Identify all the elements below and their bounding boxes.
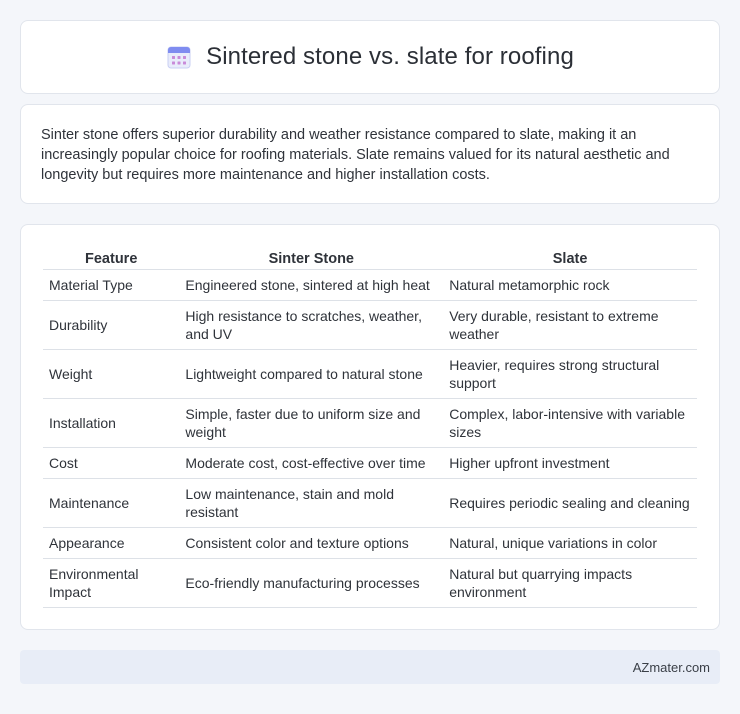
- summary-card: [20, 104, 720, 204]
- table-row: [43, 270, 697, 301]
- feature-cell: Maintenance: [43, 479, 179, 528]
- slate-cell: Natural but quarrying impacts environment: [443, 559, 697, 608]
- slate-cell: Requires periodic sealing and cleaning: [443, 479, 697, 528]
- page-title: Sintered stone vs. slate for roofing: [206, 43, 574, 70]
- table-row: [43, 399, 697, 448]
- footer-brand: AZmater.com: [632, 659, 710, 675]
- sinter-stone-cell: Low maintenance, stain and mold resistant: [179, 479, 443, 528]
- feature-cell: Appearance: [43, 528, 179, 559]
- slate-cell: Natural metamorphic rock: [443, 270, 697, 301]
- sinter-stone-cell: Simple, faster due to uniform size and weight: [179, 399, 443, 448]
- feature-cell: Installation: [43, 399, 179, 448]
- calendar-icon: [166, 44, 192, 70]
- comparison-table: [43, 247, 697, 608]
- sinter-stone-cell: Eco-friendly manufacturing processes: [179, 559, 443, 608]
- column-header-slate: Slate: [443, 247, 697, 270]
- table-row: [43, 301, 697, 350]
- sinter-stone-cell: Moderate cost, cost-effective over time: [179, 448, 443, 479]
- feature-cell: Weight: [43, 350, 179, 399]
- table-row: [43, 559, 697, 608]
- slate-cell: Very durable, resistant to extreme weather: [443, 301, 697, 350]
- column-header-feature: Feature: [43, 247, 179, 270]
- summary-text: Sinter stone offers superior durability and weather resistance compared to slate, making it an increasingly popular choice for roofing materials. Slate remains valued for its natural aesthetic and longevity but requires more maintenance and higher installation costs.: [41, 127, 670, 183]
- feature-cell: Environmental Impact: [43, 559, 179, 608]
- table-row: [43, 448, 697, 479]
- feature-cell: Durability: [43, 301, 179, 350]
- column-header-sinter-stone: Sinter Stone: [179, 247, 443, 270]
- title-wrap: [166, 43, 574, 71]
- sinter-stone-cell: Engineered stone, sintered at high heat: [179, 270, 443, 301]
- title-card: [20, 20, 720, 94]
- sinter-stone-cell: Consistent color and texture options: [179, 528, 443, 559]
- slate-cell: Complex, labor-intensive with variable sizes: [443, 399, 697, 448]
- table-header-row: [43, 247, 697, 270]
- slate-cell: Higher upfront investment: [443, 448, 697, 479]
- table-row: [43, 350, 697, 399]
- comparison-table-card: [20, 224, 720, 630]
- sinter-stone-cell: High resistance to scratches, weather, and UV: [179, 301, 443, 350]
- slate-cell: Natural, unique variations in color: [443, 528, 697, 559]
- table-row: [43, 479, 697, 528]
- feature-cell: Material Type: [43, 270, 179, 301]
- feature-cell: Cost: [43, 448, 179, 479]
- sinter-stone-cell: Lightweight compared to natural stone: [179, 350, 443, 399]
- slate-cell: Heavier, requires strong structural support: [443, 350, 697, 399]
- table-row: [43, 528, 697, 559]
- footer: [20, 650, 720, 684]
